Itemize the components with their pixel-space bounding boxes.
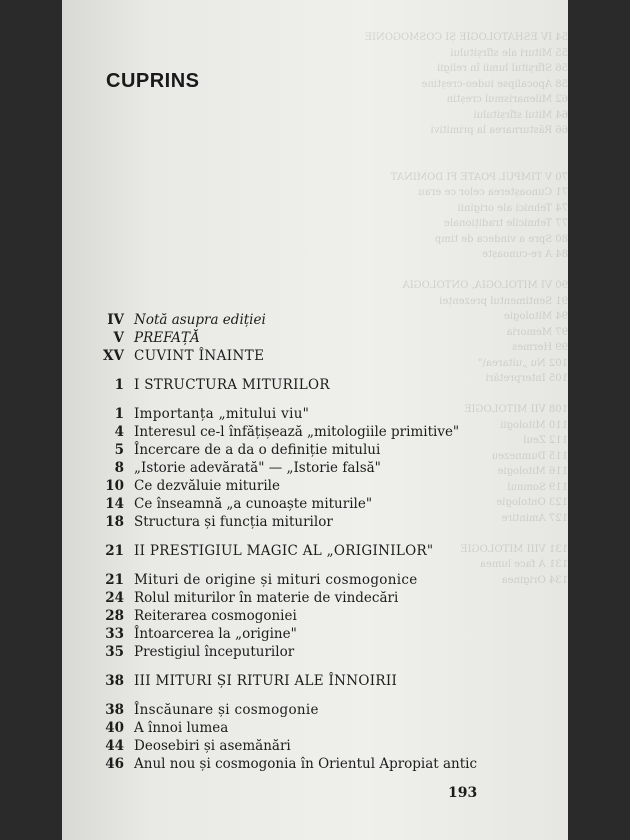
page-ref: 28 xyxy=(105,608,124,624)
page-ref: 21 xyxy=(105,543,124,559)
page-ref: XV xyxy=(103,348,124,364)
entry-title: „Istorie adevărată" — „Istorie falsă" xyxy=(134,460,381,476)
page-ref: 5 xyxy=(114,442,124,458)
book-page xyxy=(62,0,568,840)
page-ref: 46 xyxy=(105,756,124,772)
entry-title: Rolul miturilor în materie de vindecări xyxy=(134,590,399,606)
toc-entry xyxy=(62,513,568,531)
toc-entry xyxy=(62,441,568,459)
entry-title: Ce înseamnă „a cunoaște miturile" xyxy=(134,496,373,512)
chapter-title: I STRUCTURA MITURILOR xyxy=(134,377,330,393)
entry-title: Ce dezvăluie miturile xyxy=(134,478,280,494)
entry-title: CUVINT ÎNAINTE xyxy=(134,348,265,364)
toc-entry xyxy=(62,625,568,643)
page-ref: 38 xyxy=(105,673,124,689)
page-ref: 4 xyxy=(114,424,124,440)
toc-entry xyxy=(62,459,568,477)
toc-entry xyxy=(62,477,568,495)
entry-title: PREFAȚĂ xyxy=(134,330,200,346)
page-ref: 44 xyxy=(105,738,124,754)
entry-title: Înscăunare și cosmogonie xyxy=(134,702,319,718)
chapter-title: II PRESTIGIUL MAGIC AL „ORIGINILOR" xyxy=(134,543,434,559)
toc-entry xyxy=(62,589,568,607)
entry-title: Interesul ce-l înfățișează „mitologiile primitive" xyxy=(134,424,460,440)
page-ref: 14 xyxy=(105,496,124,512)
entry-title: Notă asupra ediției xyxy=(134,312,266,328)
page-ref: IV xyxy=(107,312,124,328)
chapter-heading xyxy=(62,376,568,394)
chapter-heading xyxy=(62,672,568,690)
page-ref: 10 xyxy=(105,478,124,494)
page-ref: 21 xyxy=(105,572,124,588)
page-ref: 40 xyxy=(105,720,124,736)
page-ref: 38 xyxy=(105,702,124,718)
page-number: 193 xyxy=(448,785,478,801)
entry-title: Întoarcerea la „origine" xyxy=(134,626,297,642)
toc-entry xyxy=(62,701,568,719)
page-ref: 1 xyxy=(114,377,124,393)
entry-title: Structura și funcția miturilor xyxy=(134,514,333,530)
entry-title: Încercare de a da o definiție mitului xyxy=(134,442,381,458)
entry-title: Prestigiul începuturilor xyxy=(134,644,295,660)
page-ref: 18 xyxy=(105,514,124,530)
page-ref: 8 xyxy=(114,460,124,476)
page-ref: 1 xyxy=(114,406,124,422)
toc-entry xyxy=(62,405,568,423)
page-ref: 35 xyxy=(105,644,124,660)
toc-entry xyxy=(62,495,568,513)
toc-entry xyxy=(62,755,568,773)
toc-entry xyxy=(62,329,568,347)
toc-entry xyxy=(62,347,568,365)
table-of-contents xyxy=(62,311,568,773)
toc-entry xyxy=(62,607,568,625)
entry-title: Anul nou și cosmogonia în Orientul Apropiat antic xyxy=(134,756,478,772)
entry-title: Mituri de origine și mituri cosmogonice xyxy=(134,572,418,588)
toc-entry xyxy=(62,423,568,441)
show-through-text: 54 IV ESHATOLOGIE ȘI COSMOGONIE 55 Mituri ale sfîrșitului 56 Sfîrșitul lumii în religii 58 Apocalipse iudeo-creștine 62 Milenarismul creștin 64 Mitul sfîrșitului 66 Răsturnarea la primitivi 70 V TIMPUL POATE FI DOMINAT 71 Cunoașterea celor ce erau 74 Tehnici ale originii 77 Tehnicile tradiționale 80 Spre a vindeca de timp 84 A re-cunoaște 90 VI MITOLOGIA, ONTOLOGIA 91 Sentimentul prezenței 94 Mitologie 97 Memoria 99 Hermes 102 Nu „uitarea\" 105 Interpretări 108 VII MITOLOGIE 110 Mitologii 112 Zeul 115 Dumnezeu 116 Mitologie 119 Somnul 123 Ontologie 127 Amintire 131 VIII MITOLOGIE 131 A face lumea 134 Originea xyxy=(364,32,568,586)
page-ref: 33 xyxy=(105,626,124,642)
entry-title: A înnoi lumea xyxy=(134,720,229,736)
chapter-title: III MITURI ȘI RITURI ALE ÎNNOIRII xyxy=(134,673,398,689)
chapter-heading xyxy=(62,542,568,560)
toc-entry xyxy=(62,643,568,661)
toc-entry xyxy=(62,737,568,755)
toc-entry xyxy=(62,311,568,329)
page-ref: V xyxy=(113,330,124,346)
toc-entry xyxy=(62,571,568,589)
toc-entry xyxy=(62,719,568,737)
entry-title: Deosebiri și asemănări xyxy=(134,738,291,754)
entry-title: Reiterarea cosmogoniei xyxy=(134,608,297,624)
page-ref: 24 xyxy=(105,590,124,606)
page-title: CUPRINS xyxy=(106,70,200,92)
entry-title: Importanța „mitului viu" xyxy=(134,406,310,422)
